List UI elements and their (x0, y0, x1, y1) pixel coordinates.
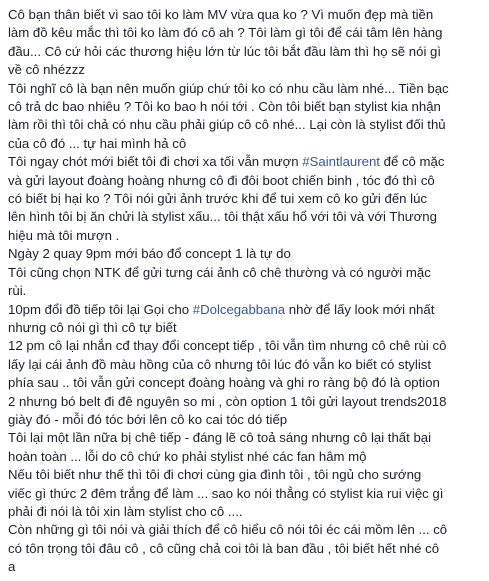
post-text-line: Ngày 2 quay 9pm mới báo đổ concept 1 là tự do (8, 246, 291, 262)
post-text-line: lấy lại cái ảnh đồ màu hồng của cô nhưng tôi lúc đó vẫn ko biết có stylist (8, 356, 432, 372)
post-text-line: có tôn trọng tôi đâu cô , cô cũng chả coi tôi là ban đầu , tôi biết hết nhé cô (8, 540, 440, 556)
post-text-line: lên hình tôi bị ăn chửi là stylist xấu... tôi thật xấu hổ với tôi và với Thương (8, 209, 437, 225)
post-text-line: viếc gì thức 2 đêm trắng để làm ... sao ko nói thẳng có stylist kia rui việc gì (8, 485, 444, 501)
post-text-line: đầu... Cô cứ hỏi các thương hiệu lớn từ lúc tôi bắt đầu làm thì họ sẽ nói gì (8, 43, 442, 59)
post-text-line: 12 pm cô lại nhắn cđ thay đổi concept tiếp , tôi vẫn tìm nhưng cô chê rùi cô (8, 338, 447, 354)
post-text-fragment: 10pm đổi đồ tiếp tôi lại Gọi cho (8, 301, 193, 317)
post-text-fragment: nhờ để lấy look mới nhất (285, 301, 435, 317)
post-text-line: 2 nhưng bó belt đi đê nguyên so mi , còn option 1 tôi gửi layout trends2018 (8, 393, 447, 409)
post-text-line: cô trả dc bao nhiêu ? Tôi ko bao h nói tới . Còn tôi biết bạn stylist kia nhận (8, 99, 441, 115)
post-text-line: giày đó - mỗi đó tóc bới lên cô ko cai tóc dó tiếp (8, 411, 288, 427)
post-text-fragment: để cô mặc (379, 154, 445, 170)
post-paragraph-5 (8, 264, 481, 301)
post-paragraph-4 (8, 245, 481, 263)
post-paragraph-7 (8, 337, 481, 429)
post-text-line: có biết bị hại ko ? Tôi nói gửi ảnh trước khi để tui xem cô ko gửi đến lúc (8, 191, 428, 207)
post-paragraph-1 (8, 6, 481, 80)
post-text-line (8, 153, 481, 171)
hashtag-link-saintlaurent[interactable]: #Saintlaurent (302, 154, 380, 170)
post-text-line: Tôi lại một lần nữa bị chê tiếp - đáng lẽ cô toả sáng nhưng cô lại thất bại (8, 430, 432, 446)
post-text-line: Cô bạn thân biết vì sao tôi ko làm MV vừa qua ko ? Vì muốn đẹp mà tiền (8, 7, 434, 22)
post-text-fragment: Tôi ngay chót mới biết tôi đi chơi xa tối vẫn mượn (8, 154, 303, 170)
post-text-line: làm đồ kêu mắc thì tôi ko làm đó cô ah ? Tôi làm gì tôi để cái tâm lên hàng (8, 25, 443, 41)
post-text-line: Tôi cũng chọn NTK để gửi tưng cái ảnh cô chê thường và có người mặc (8, 264, 431, 280)
post-text-line: của cô đó ... tự hai mình hả cô (8, 135, 187, 151)
post-text-line: phải đi nói là tôi xin làm stylist cho cô .... (8, 503, 243, 519)
hashtag-link-dolcegabbana[interactable]: #Dolcegabbana (192, 301, 286, 317)
post-text-line: a (8, 559, 16, 575)
post-text-line: Nếu tôi biết như thế thì tôi đi chơi cùng gia đình tôi , tôi ngủ cho sướng (8, 467, 422, 483)
post-paragraph-10 (8, 521, 481, 576)
post-text-line: và gửi layout đoàng hoàng nhưng cô đi đôi boot chiến binh , tóc đó thì cô (8, 172, 435, 188)
post-text-line: về cô nhézzz (8, 62, 85, 78)
post-text-line: phía sau .. tôi vẫn gửi concept đoàng hoàng và ghi ro ràng bộ đó là option (8, 375, 440, 391)
post-paragraph-2 (8, 80, 481, 154)
post-paragraph-9 (8, 466, 481, 521)
post-text-line: rùi. (8, 283, 27, 299)
post-text-line (8, 301, 481, 319)
post-text-line: hoàn toàn ... lỗi do cô chứ ko phải stylist nhé các fan hâm mộ (8, 448, 367, 464)
post-paragraph-3 (8, 153, 481, 245)
post-text-line: hiệu mà tôi mượn . (8, 227, 120, 243)
post-text-line: Còn những gì tôi nói và giải thích để cô hiểu cô nói tôi éc cái mồm lên ... cô (8, 522, 448, 538)
post-text-line: nhưng cô nói gì thì cô tự biết (8, 319, 177, 335)
post-text-line: Tôi nghĩ cô là bạn nên muốn giúp chứ tôi ko có nhu cầu làm nhé... Tiền bạc (8, 80, 449, 96)
post-paragraph-8 (8, 429, 481, 466)
post-paragraph-6 (8, 301, 481, 338)
post-text-line: làm rồi thì tôi chả có nhu cầu phải giúp cô cô nhé... Lại còn là stylist đối thủ (8, 117, 446, 133)
